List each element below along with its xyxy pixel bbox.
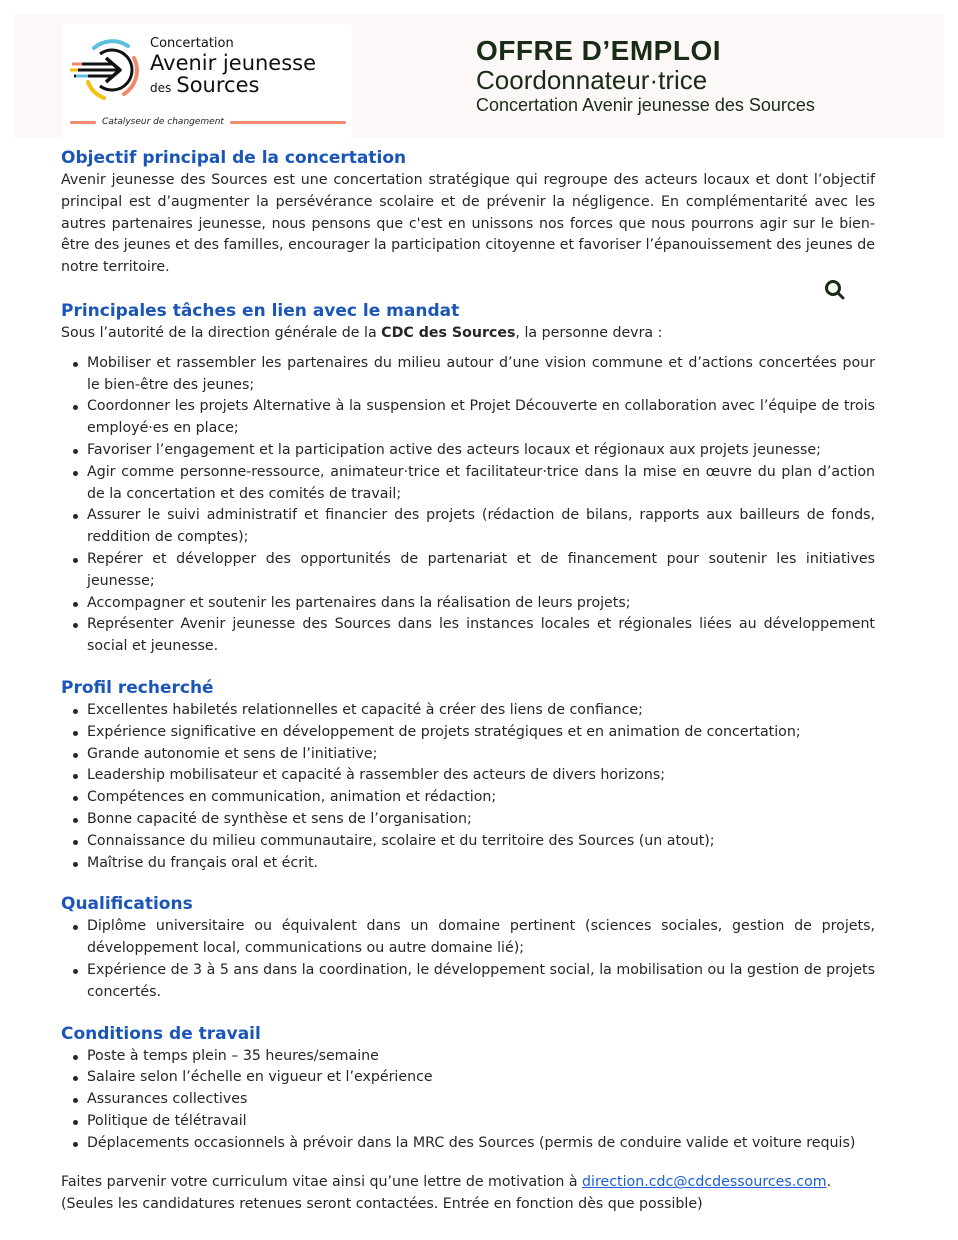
list-item: Compétences en communication, animation et rédaction; [61,787,875,809]
section-heading: Conditions de travail [61,1023,261,1044]
list-item: Leadership mobilisateur et capacité à rassembler des acteurs de divers horizons; [61,765,875,787]
closing-line-2: (Seules les candidatures retenues seront contactées. Entrée en fonction dès que possible) [61,1196,703,1213]
logo-line-2: Avenir jeunesse [150,51,317,75]
logo-line-1: Concertation [150,36,234,51]
qualifications-list [61,916,875,1003]
conditions-list [61,1046,875,1155]
closing-line-1 [61,1172,875,1194]
closing-text: Faites parvenir votre curriculum vitae ainsi qu’une lettre de motivation à [61,1174,583,1191]
tagline-text: Catalyseur de changement [102,117,224,127]
list-item: Repérer et développer des opportunités de partenariat et de financement pour soutenir les initiatives jeunesse; [61,549,875,593]
section-profil [61,676,875,874]
tagline-bar-right [230,121,346,124]
logo-wordmark [150,36,316,99]
section-qualifications [61,892,875,1003]
list-item: Maîtrise du français oral et écrit. [61,853,875,875]
organization-name: Concertation Avenir jeunesse des Sources [476,95,815,115]
list-item: Poste à temps plein – 35 heures/semaine [61,1046,875,1068]
job-offer-content [61,146,875,1216]
list-item: Mobiliser et rassembler les partenaires du milieu autour d’une vision commune et d’actions concertées pour le bien-être des jeunes; [61,353,875,397]
section-heading: Qualifications [61,894,193,915]
section-heading: Profil recherché [61,677,214,698]
section-objectif [61,146,875,279]
list-item: Salaire selon l’échelle en vigueur et l’expérience [61,1067,875,1089]
tagline-bar-left [70,121,96,124]
list-item: Agir comme personne-ressource, animateur·trice et facilitateur·trice dans la mise en œuvre du plan d’action de la concertation et des comités de travail; [61,462,875,506]
intro-bold: CDC des Sources [381,324,516,341]
title-block [476,36,815,116]
header-banner [14,14,944,138]
list-item: Coordonner les projets Alternative à la suspension et Projet Découverte en collaboration avec l’équipe de trois employé·es en place; [61,396,875,440]
list-item: Assurer le suivi administratif et financier des projets (rédaction de bilans, rapports aux bailleurs de fonds, reddition de comptes); [61,505,875,549]
logo-sources: Sources [176,73,260,97]
taches-intro [61,323,875,345]
list-item: Accompagner et soutenir les partenaires dans la réalisation de leurs projets; [61,593,875,615]
closing-block [61,1172,875,1216]
logo-arrow-icon [70,36,142,102]
list-item: Favoriser l’engagement et la participation active des acteurs locaux et régionaux aux projets jeunesse; [61,440,875,462]
job-role: Coordonnateur·trice [476,65,708,95]
objectif-paragraph: Avenir jeunesse des Sources est une concertation stratégique qui regroupe des acteurs locaux et dont l’objectif principal est d’augmenter la persévérance scolaire et de prévenir la négligence. En complémentarité avec les autres partenaires jeunesse, nous pensons que c'est en unissons nos forces que nous pourrons agir sur le bien-être des jeunes et des familles, encourager la participation citoyenne et favoriser l’épanouissement des jeunes de notre territoire. [61,172,875,276]
list-item: Déplacements occasionnels à prévoir dans la MRC des Sources (permis de conduire valide et voiture requis) [61,1133,875,1155]
logo-des: des [150,81,172,95]
taches-list [61,353,875,658]
section-heading: Objectif principal de la concertation [61,148,407,168]
logo-line-3 [150,74,316,99]
list-item: Diplôme universitaire ou équivalent dans un domaine pertinent (sciences sociales, gestion de projets, développement local, communications ou autre domaine lié); [61,916,875,960]
logo-tagline [70,115,346,129]
section-taches [61,299,875,658]
profil-list [61,700,875,874]
page-title: OFFRE D’EMPLOI [476,35,721,66]
list-item: Excellentes habiletés relationnelles et capacité à créer des liens de confiance; [61,700,875,722]
section-heading: Principales tâches en lien avec le mandat [61,300,460,321]
closing-period: . [826,1174,832,1191]
list-item: Politique de télétravail [61,1111,875,1133]
list-item: Grande autonomie et sens de l’initiative; [61,744,875,766]
list-item: Expérience significative en développement de projets stratégiques et en animation de concertation; [61,722,875,744]
logo [62,24,352,138]
list-item: Assurances collectives [61,1089,875,1111]
email-link[interactable]: direction.cdc@cdcdessources.com [582,1174,827,1191]
intro-text: Sous l’autorité de la direction générale de la [61,324,382,341]
list-item: Représenter Avenir jeunesse des Sources dans les instances locales et régionales liées au développement social et jeunesse. [61,614,875,658]
list-item: Expérience de 3 à 5 ans dans la coordination, le développement social, la mobilisation ou la gestion de projets concertés. [61,960,875,1004]
list-item: Connaissance du milieu communautaire, scolaire et du territoire des Sources (un atout); [61,831,875,853]
intro-text-end: , la personne devra : [515,324,663,341]
section-conditions [61,1022,875,1155]
list-item: Bonne capacité de synthèse et sens de l’organisation; [61,809,875,831]
